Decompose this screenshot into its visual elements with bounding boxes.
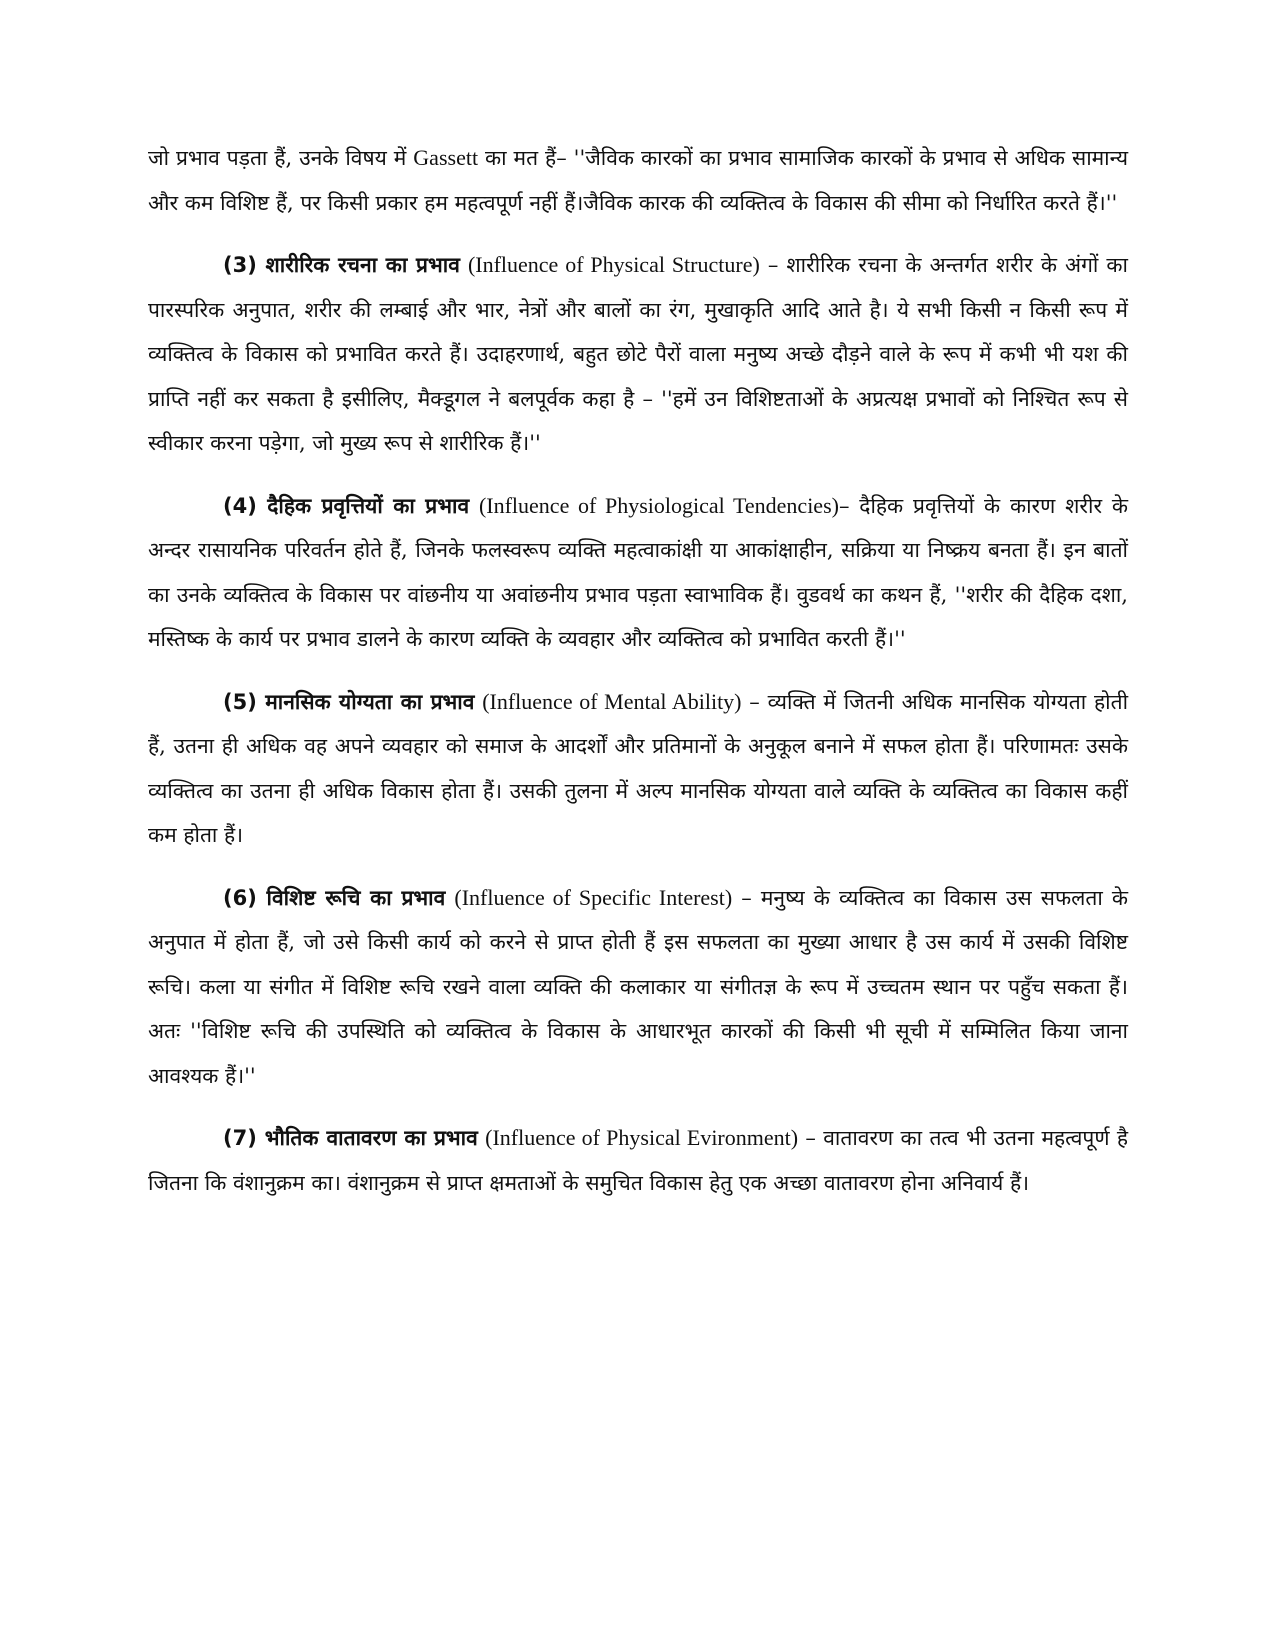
paragraph-text: – वातावरण का तत्व भी उतना महत्वपूर्ण है जितना कि वंशानुक्रम का। वंशानुक्रम से प्राप्त क्षमताओं के समुचित विकास हेतु एक अच्छा वातावरण होना अनिवार्य हैं। [148, 1126, 1128, 1195]
paragraph-mental-ability [148, 680, 1128, 858]
section-heading: (4) दैहिक प्रवृत्तियों का प्रभाव [223, 493, 470, 518]
author-name: Gassett [413, 145, 479, 170]
english-subtitle: (Influence of Physical Structure) [467, 252, 760, 277]
section-heading: (7) भौतिक वातावरण का प्रभाव [223, 1126, 478, 1150]
paragraph-gassett-quote [148, 136, 1128, 225]
paragraph-physical-environment [148, 1116, 1128, 1205]
paragraph-text: जो प्रभाव पड़ता हैं, उनके विषय में [148, 146, 414, 170]
paragraph-text: – मनुष्य के व्यक्तित्व का विकास उस सफलता के अनुपात में होता हैं, जो उसे किसी कार्य को करने से प्राप्त होती हैं इस सफलता का मुख्या आधार है उस कार्य में उसकी विशिष्ट रूचि। कला या संगीत में विशिष्ट रूचि रखने वाला व्यक्ति की कलाकार या संगीतज्ञ के रूप में उच्चतम स्थान पर पहुँच सकता हैं। अतः ''विशिष्ट रूचि की उपस्थिति को व्यक्तित्व के विकास के आधारभूत कारकों की किसी भी सूची में सम्मिलित किया जाना आवश्यक हैं।'' [148, 885, 1128, 1088]
english-subtitle: (Influence of Specific Interest) [454, 884, 733, 910]
section-heading: (3) शारीरिक रचना का प्रभाव [223, 253, 460, 277]
paragraph-physical-structure [148, 243, 1128, 466]
paragraph-text: – दैहिक प्रवृत्तियों के कारण शरीर के अन्दर रासायनिक परिवर्तन होते हैं, जिनके फलस्वरूप व्यक्ति महत्वाकांक्षी या आकांक्षाहीन, सक्रिया या निष्क्रय बनता हैं। इन बातों का उनके व्यक्तित्व के विकास पर वांछनीय या अवांछनीय प्रभाव पड़ता स्वाभाविक हैं। वुडवर्थ का कथन हैं, ''शरीर की दैहिक दशा, मस्तिष्क के कार्य पर प्रभाव डालने के कारण व्यक्ति के व्यवहार और व्यक्तित्व को प्रभावित करती हैं।'' [148, 493, 1128, 651]
english-subtitle: (Influence of Mental Ability) [482, 688, 742, 714]
paragraph-specific-interest [148, 876, 1128, 1099]
section-heading: (6) विशिष्ट रूचि का प्रभाव [223, 885, 446, 910]
document-page [148, 136, 1128, 1223]
section-heading: (5) मानसिक योग्यता का प्रभाव [223, 689, 475, 714]
paragraph-text: का मत हैं– ''जैविक कारकों का प्रभाव सामाजिक कारकों के प्रभाव से अधिक सामान्य और कम विशिष्ट हैं, पर किसी प्रकार हम महत्वपूर्ण नहीं हैं।जैविक कारक की व्यक्तित्व के विकास की सीमा को निर्धारित करते हैं।'' [148, 146, 1128, 215]
english-subtitle: (Influence of Physical Evironment) [485, 1125, 799, 1150]
paragraph-text: – शारीरिक रचना के अन्तर्गत शरीर के अंगों का पारस्परिक अनुपात, शरीर की लम्बाई और भार, नेत्रों और बालों का रंग, मुखाकृति आदि आते है। ये सभी किसी न किसी रूप में व्यक्तित्व के विकास को प्रभावित करते हैं। उदाहरणार्थ, बहुत छोटे पैरों वाला मनुष्य अच्छे दौड़ने वाले के रूप में कभी भी यश की प्राप्ति नहीं कर सकता है इसीलिए, मैक्डूगल ने बलपूर्वक कहा है – ''हमें उन विशिष्टताओं के अप्रत्यक्ष प्रभावों को निश्चित रूप से स्वीकार करना पड़ेगा, जो मुख्य रूप से शारीरिक हैं।'' [148, 253, 1128, 455]
english-subtitle: (Influence of Physiological Tendencies) [478, 492, 839, 518]
paragraph-physiological-tendencies [148, 484, 1128, 662]
paragraph-text: – व्यक्ति में जितनी अधिक मानसिक योग्यता होती हैं, उतना ही अधिक वह अपने व्यवहार को समाज के आदर्शों और प्रतिमानों के अनुकूल बनाने में सफल होता हैं। परिणामतः उसके व्यक्तित्व का उतना ही अधिक विकास होता हैं। उसकी तुलना में अल्प मानसिक योग्यता वाले व्यक्ति के व्यक्तित्व का विकास कहीं कम होता हैं। [148, 689, 1129, 847]
